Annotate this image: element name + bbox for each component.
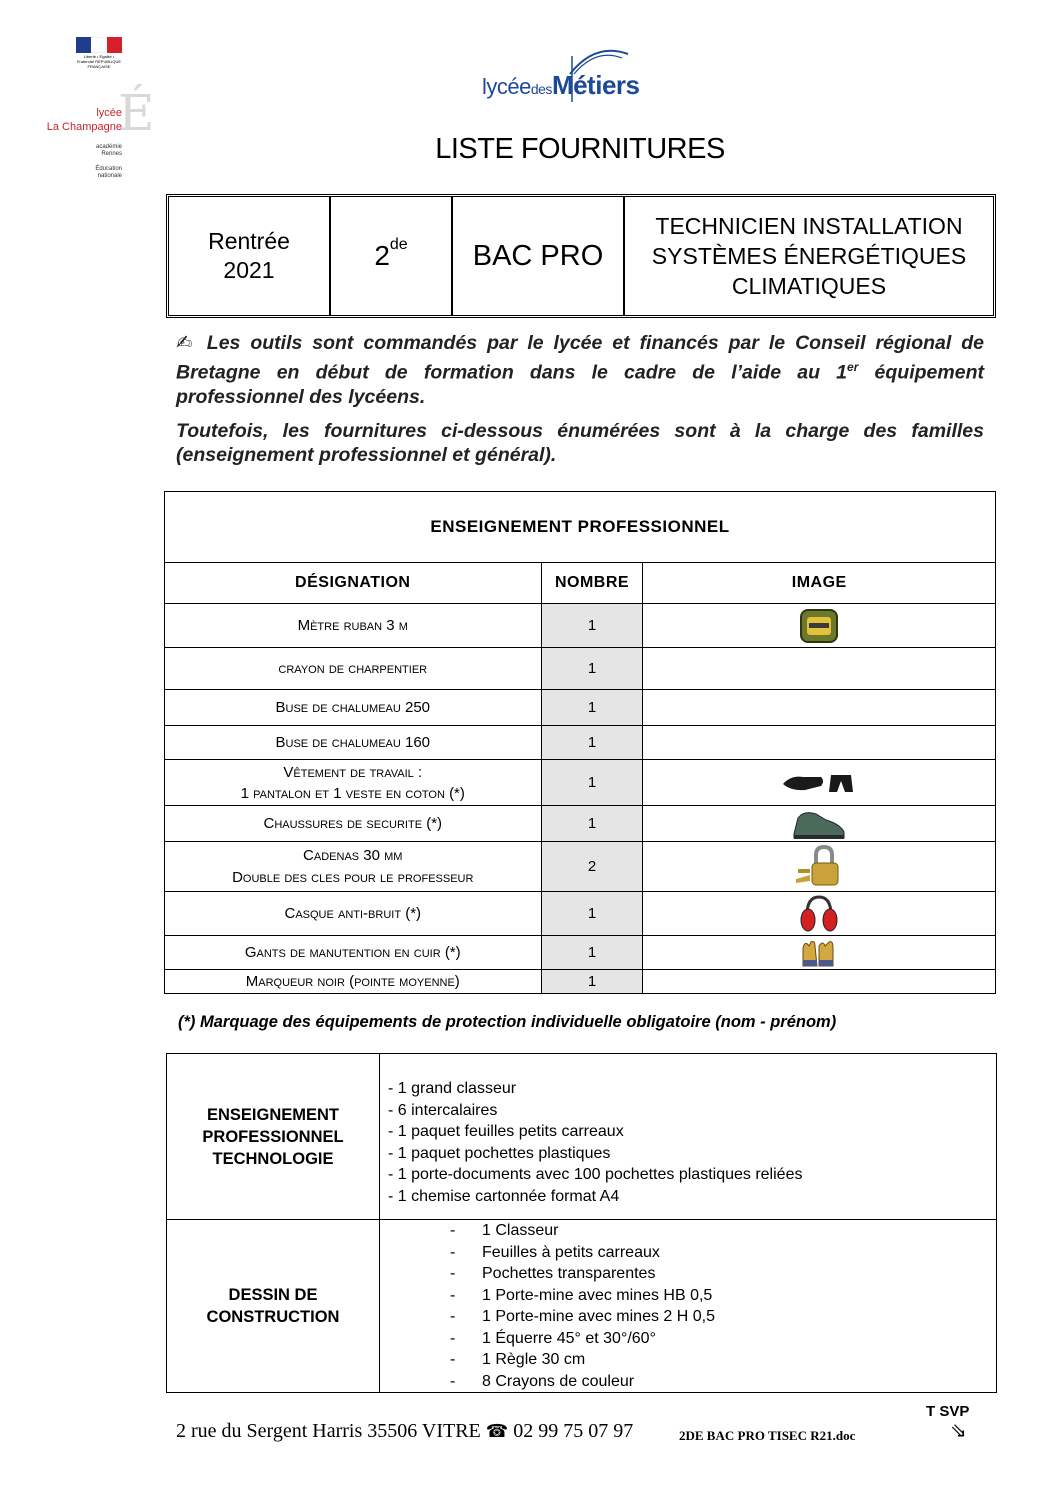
list-item: - 1 Équerre 45° et 30°/60°	[450, 1329, 656, 1347]
table-row	[165, 970, 996, 994]
image-cell	[643, 726, 996, 760]
writing-hand-icon: ✍	[176, 332, 197, 354]
image-cell	[643, 936, 996, 970]
nombre-cell: 1	[541, 648, 643, 690]
intro-paragraph-2: Toutefois, les fournitures ci-dessous énumérées sont à la charge des familles (enseignement professionnel et général).	[176, 420, 984, 466]
table-row	[165, 842, 996, 892]
work-clothes-icon	[781, 772, 857, 794]
lycee-des-metiers-logo	[470, 44, 670, 106]
document-filename: 2DE BAC PRO TISEC R21.doc	[679, 1428, 856, 1443]
lycee-label: lycée	[96, 107, 122, 119]
lycee-des-metiers-text: lycéedesMétiers	[482, 70, 640, 100]
image-cell	[643, 648, 996, 690]
list-item: - 8 Crayons de couleur	[450, 1372, 635, 1390]
image-header: IMAGE	[643, 563, 996, 604]
designation-cell: Gants de manutention en cuir (*)	[165, 936, 542, 970]
safety-shoe-icon	[792, 808, 846, 840]
image-cell	[643, 604, 996, 648]
rentree-cell	[169, 197, 331, 315]
table-row	[165, 648, 996, 690]
padlock-icon	[794, 845, 844, 889]
phone-number: 02 99 75 07 97	[513, 1420, 634, 1442]
e-letter-icon: É	[118, 84, 155, 142]
level-suffix: de	[389, 235, 408, 253]
nombre-cell: 2	[541, 842, 643, 892]
designation-cell: Vêtement de travail : 1 pantalon et 1 veste en coton (*)	[165, 760, 542, 806]
list-item: - 1 paquet feuilles petits carreaux	[388, 1123, 624, 1140]
list-item: - 1 grand classeur	[388, 1080, 517, 1097]
telephone-icon: ☎	[485, 1421, 509, 1441]
intro-paragraph-1: ✍ Les outils sont commandés par le lycée et financés par le Conseil régional de Bretagne en début de formation dans le cadre de l’aide au 1er équipement professionnel des lycéens.	[176, 332, 984, 408]
nombre-cell: 1	[541, 936, 643, 970]
header-box	[166, 194, 996, 318]
designation-cell: Buse de chalumeau 250	[165, 690, 542, 726]
list-item: - 1 Porte-mine avec mines HB 0,5	[450, 1286, 713, 1304]
diploma-cell: BAC PRO	[453, 197, 625, 315]
page-title: LISTE FOURNITURES	[435, 133, 725, 165]
designation-header: DÉSIGNATION	[165, 563, 542, 604]
tsvp-label: T SVP	[926, 1403, 970, 1420]
image-cell	[643, 690, 996, 726]
list-item: - 1 Règle 30 cm	[450, 1351, 586, 1368]
lycee-la-champagne-logo	[46, 82, 158, 192]
education-label: Éducation nationale	[95, 166, 122, 179]
nombre-header: NOMBRE	[541, 563, 643, 604]
rentree-label: Rentrée	[208, 228, 290, 254]
image-cell	[643, 970, 996, 994]
supplies-row-dessin	[167, 1220, 997, 1393]
list-item: - 1 Classeur	[450, 1222, 559, 1239]
list-item: - Feuilles à petits carreaux	[450, 1243, 660, 1261]
republique-text: Liberté • Égalité • Fraternité RÉPUBLIQUE FRANÇAISE	[76, 54, 121, 69]
table-row	[165, 604, 996, 648]
specialty-cell	[625, 197, 993, 315]
table-row	[165, 806, 996, 842]
nombre-cell: 1	[541, 806, 643, 842]
footer-address: 2 rue du Sergent Harris 35506 VITRE ☎ 02 99 75 07 97	[176, 1420, 634, 1442]
table-row	[165, 726, 996, 760]
nombre-cell: 1	[541, 690, 643, 726]
turn-page-arrow-icon: ⇘	[950, 1420, 967, 1442]
table-row	[165, 936, 996, 970]
specialty-line3: CLIMATIQUES	[731, 273, 887, 299]
rentree-year: 2021	[223, 257, 275, 283]
technologie-items	[380, 1054, 997, 1220]
list-item: - 1 paquet pochettes plastiques	[388, 1144, 611, 1162]
table-row	[165, 892, 996, 936]
image-cell	[643, 842, 996, 892]
professional-section-title: ENSEIGNEMENT PROFESSIONNEL	[165, 492, 996, 563]
image-cell	[643, 806, 996, 842]
supplies-row-technologie	[167, 1054, 997, 1220]
designation-cell: Cadenas 30 mm Double des cles pour le professeur	[165, 842, 542, 892]
tape-measure-icon	[797, 607, 841, 645]
designation-cell: Buse de chalumeau 160	[165, 726, 542, 760]
specialty-line2: SYSTÈMES ÉNERGÉTIQUES	[651, 243, 967, 269]
level-cell	[331, 197, 453, 315]
french-flag-icon	[76, 37, 122, 53]
list-item: - 1 porte-documents avec 100 pochettes plastiques reliées	[388, 1166, 803, 1183]
dessin-label: DESSIN DE CONSTRUCTION	[167, 1220, 380, 1393]
image-cell	[643, 760, 996, 806]
list-item: - 6 intercalaires	[388, 1101, 498, 1119]
designation-cell: Casque anti-bruit (*)	[165, 892, 542, 936]
la-champagne-label: La Champagne	[46, 121, 122, 133]
nombre-cell: 1	[541, 760, 643, 806]
supplies-table	[166, 1053, 997, 1393]
nombre-cell: 1	[541, 726, 643, 760]
image-cell	[643, 892, 996, 936]
designation-cell: Marqueur noir (pointe moyenne)	[165, 970, 542, 994]
designation-cell: crayon de charpentier	[165, 648, 542, 690]
academie-label: académie Rennes	[95, 144, 122, 157]
level-number: 2	[374, 240, 390, 271]
footnote: (*) Marquage des équipements de protection individuelle obligatoire (nom - prénom)	[178, 1013, 837, 1031]
nombre-cell: 1	[541, 604, 643, 648]
table-row	[165, 690, 996, 726]
republique-francaise-logo	[76, 37, 122, 69]
ear-muffs-icon	[799, 895, 839, 933]
designation-cell: Mètre ruban 3 m	[165, 604, 542, 648]
designation-cell: Chaussures de securite (*)	[165, 806, 542, 842]
list-item: - Pochettes transparentes	[450, 1265, 656, 1282]
dessin-items	[380, 1220, 997, 1393]
work-gloves-icon	[799, 938, 839, 968]
nombre-cell: 1	[541, 970, 643, 994]
professional-table	[164, 491, 996, 994]
technologie-label: ENSEIGNEMENT PROFESSIONNEL TECHNOLOGIE	[167, 1054, 380, 1220]
table-row	[165, 760, 996, 806]
nombre-cell: 1	[541, 892, 643, 936]
list-item: - 1 Porte-mine avec mines 2 H 0,5	[450, 1308, 715, 1325]
list-item: - 1 chemise cartonnée format A4	[388, 1187, 620, 1205]
specialty-line1: TECHNICIEN INSTALLATION	[655, 213, 963, 239]
